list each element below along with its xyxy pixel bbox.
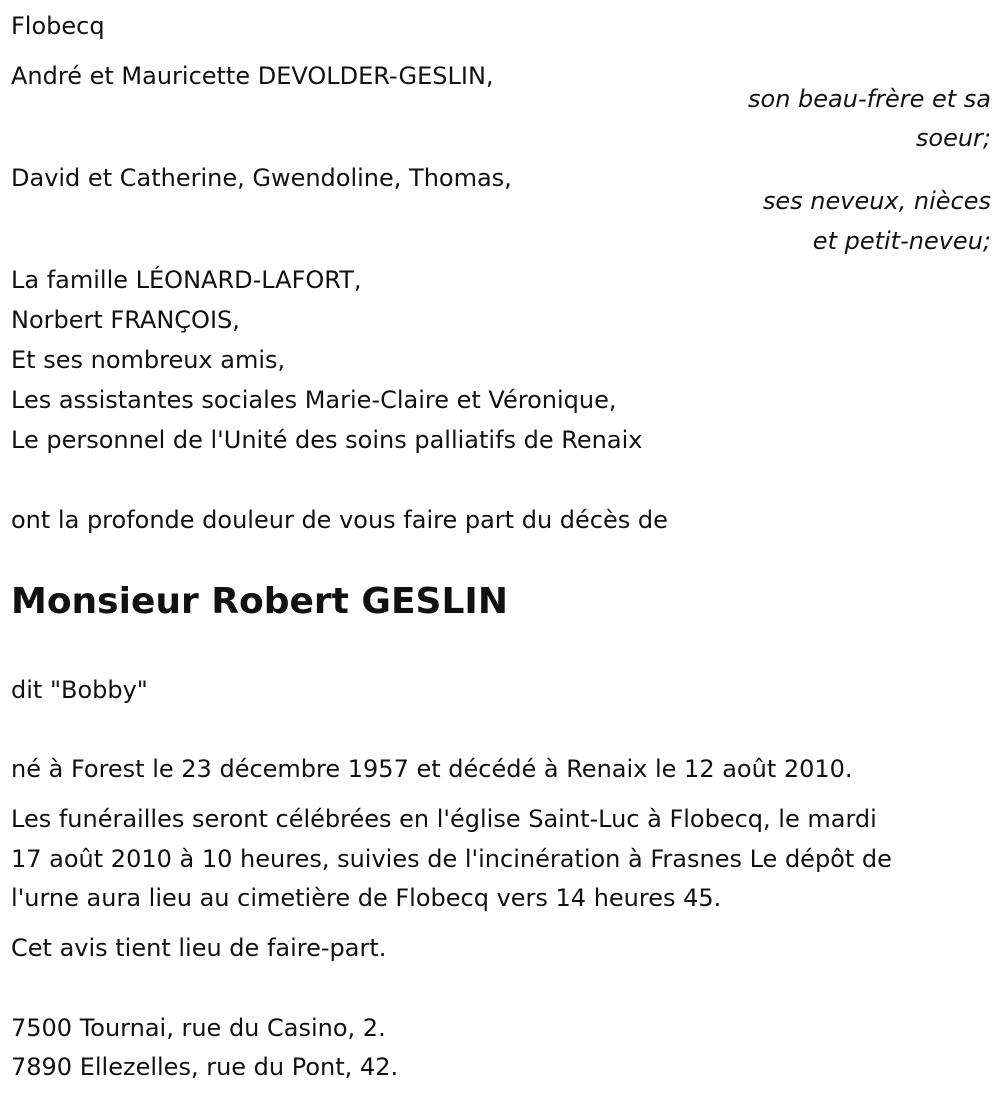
address-2: 7890 Ellezelles, rue du Pont, 42. — [11, 1053, 399, 1081]
funeral-line-1: Les funérailles seront célébrées en l'église Saint-Luc à Flobecq, le mardi — [11, 805, 877, 833]
location: Flobecq — [11, 12, 105, 40]
family-sibling-role-line-2: soeur; — [915, 124, 991, 152]
family-sibling-role-line-1: son beau-frère et sa — [748, 85, 991, 113]
family-other-3: Et ses nombreux amis, — [11, 346, 286, 374]
announcement: ont la profonde douleur de vous faire part du décès de — [11, 506, 668, 534]
deceased-name: Monsieur Robert GESLIN — [11, 581, 508, 622]
funeral-line-2: 17 août 2010 à 10 heures, suivies de l'incinération à Frasnes Le dépôt de — [11, 845, 892, 873]
family-nephews: David et Catherine, Gwendoline, Thomas, — [11, 164, 512, 192]
deceased-nickname: dit "Bobby" — [11, 676, 148, 704]
family-other-2: Norbert FRANÇOIS, — [11, 306, 240, 334]
family-nephews-role-line-2: et petit-neveu; — [812, 227, 991, 255]
notice: Cet avis tient lieu de faire-part. — [11, 934, 387, 962]
family-other-4: Les assistantes sociales Marie-Claire et Véronique, — [11, 386, 617, 414]
address-1: 7500 Tournai, rue du Casino, 2. — [11, 1014, 386, 1042]
birth-death: né à Forest le 23 décembre 1957 et décédé à Renaix le 12 août 2010. — [11, 755, 853, 783]
funeral-line-3: l'urne aura lieu au cimetière de Flobecq vers 14 heures 45. — [11, 884, 722, 912]
family-nephews-role-line-1: ses neveux, nièces — [762, 187, 991, 215]
family-sibling: André et Mauricette DEVOLDER-GESLIN, — [11, 62, 494, 90]
family-other-1: La famille LÉONARD-LAFORT, — [11, 266, 362, 294]
family-other-5: Le personnel de l'Unité des soins palliatifs de Renaix — [11, 426, 643, 454]
